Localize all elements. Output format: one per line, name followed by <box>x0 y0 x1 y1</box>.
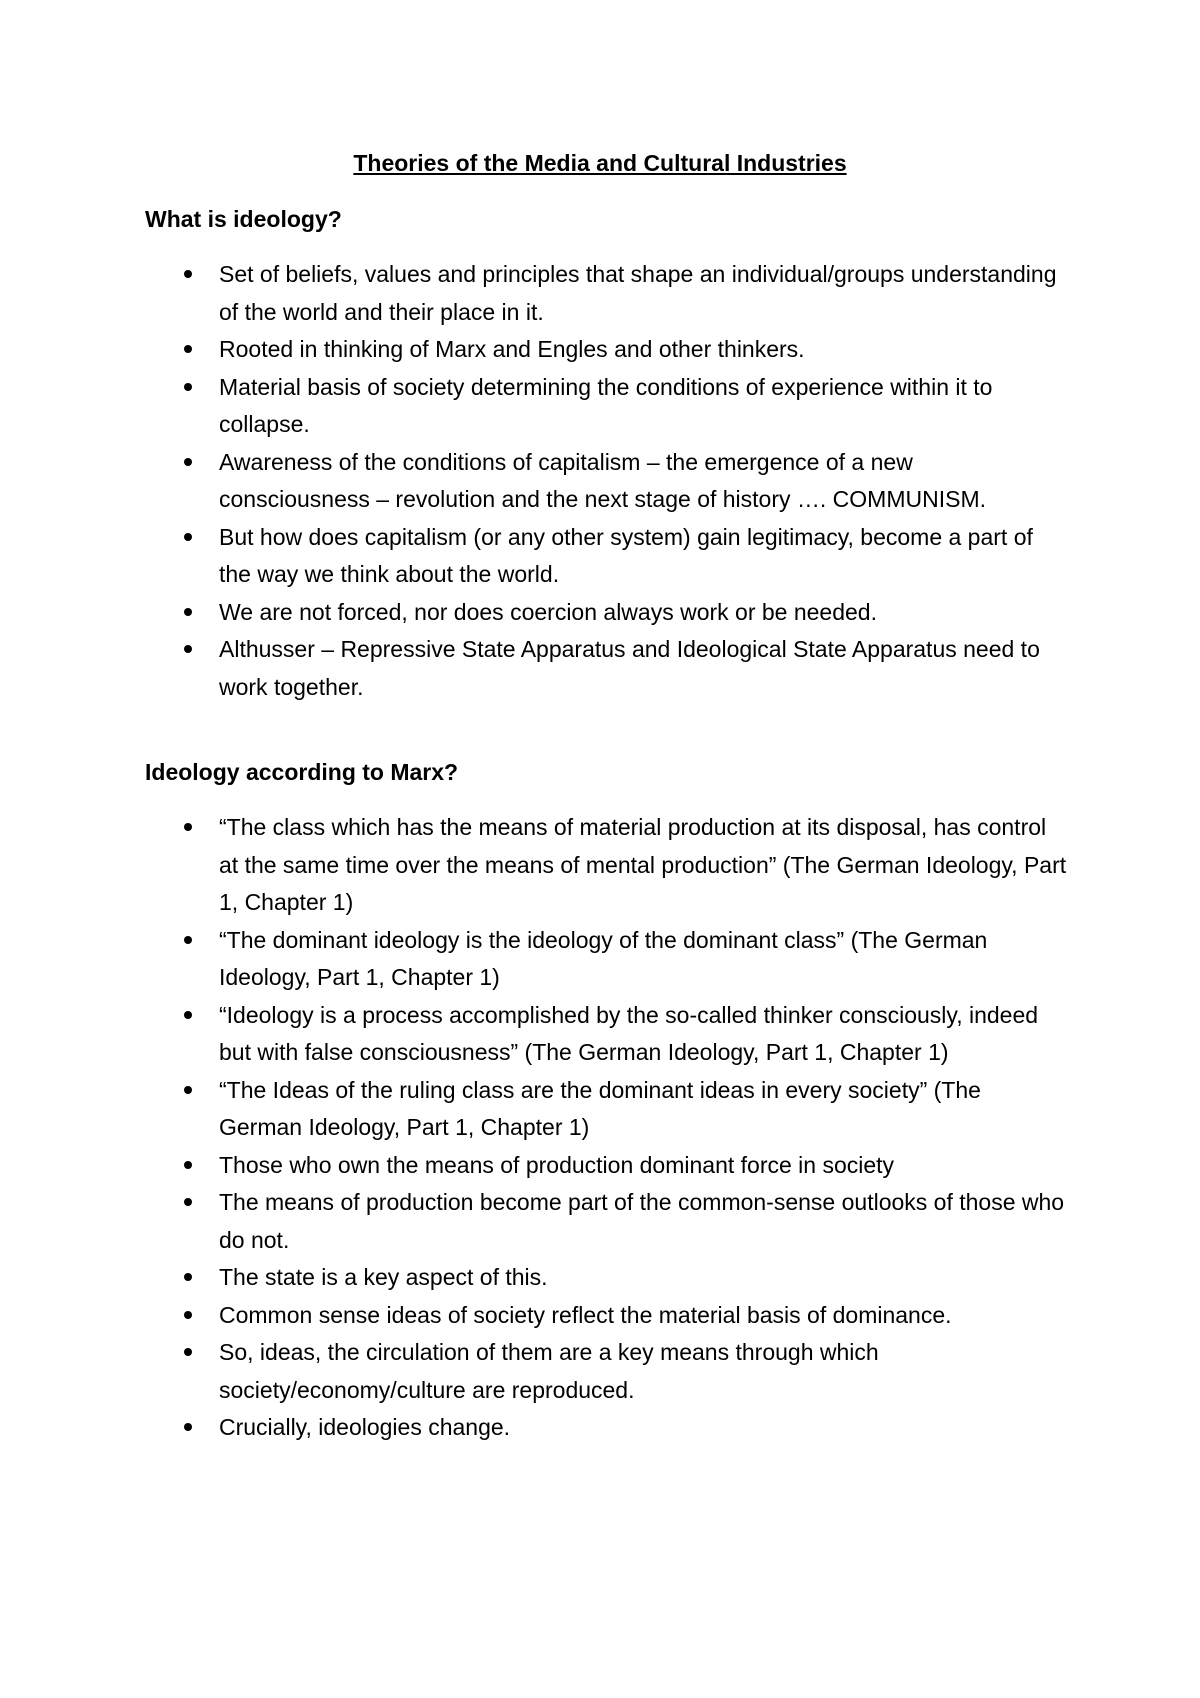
bullet-icon <box>184 1011 192 1019</box>
list-item-text: The state is a key aspect of this. <box>219 1264 548 1290</box>
list-item <box>0 519 1200 594</box>
list-item-text: We are not forced, nor does coercion always work or be needed. <box>219 598 877 625</box>
bullet-icon <box>184 1348 192 1356</box>
bullet-icon <box>184 1198 192 1206</box>
bullet-icon <box>184 383 192 391</box>
bullet-icon <box>184 345 192 353</box>
list-item <box>0 1409 1200 1447</box>
bullet-list-ideology-according-to-marx <box>0 809 1200 1447</box>
list-item-text: Rooted in thinking of Marx and Engles and other thinkers. <box>219 336 805 362</box>
list-item-text: Althusser – Repressive State Apparatus and Ideological State Apparatus need to work together. <box>219 636 1040 700</box>
bullet-icon <box>184 1086 192 1094</box>
list-item <box>0 1147 1200 1185</box>
list-item-text: “The dominant ideology is the ideology of the dominant class” (The German Ideology, Part 1, Chapter 1) <box>219 926 988 990</box>
list-item-text: “The class which has the means of material production at its disposal, has control at the same time over the means of mental production” (The German Ideology, Part 1, Chapter 1) <box>219 814 1067 915</box>
list-item <box>0 331 1200 369</box>
list-item <box>0 1184 1200 1259</box>
list-item-text: Common sense ideas of society reflect the material basis of dominance. <box>219 1301 952 1328</box>
list-item <box>0 631 1200 706</box>
section-heading-what-is-ideology: What is ideology? <box>145 206 342 232</box>
list-item-text: Material basis of society determining the conditions of experience within it to collapse. <box>219 373 993 437</box>
list-item-text: “Ideology is a process accomplished by the so-called thinker consciously, indeed but with false consciousness” (The German Ideology, Part 1, Chapter 1) <box>219 1001 1039 1065</box>
list-item <box>0 922 1200 997</box>
list-item <box>0 444 1200 519</box>
bullet-icon <box>184 1423 192 1431</box>
list-item-text: Crucially, ideologies change. <box>219 1414 511 1440</box>
list-item <box>0 1259 1200 1297</box>
bullet-icon <box>184 823 192 831</box>
bullet-icon <box>184 458 192 466</box>
list-item <box>0 594 1200 632</box>
bullet-icon <box>184 608 192 616</box>
list-item-text: Awareness of the conditions of capitalism – the emergence of a new consciousness – revolution and the next stage of history …. COMMUNISM. <box>219 448 986 512</box>
list-item-text: Those who own the means of production dominant force in society <box>219 1151 895 1178</box>
bullet-icon <box>184 1311 192 1319</box>
list-item <box>0 1334 1200 1409</box>
list-item-text: The means of production become part of the common-sense outlooks of those who do not. <box>219 1189 1065 1253</box>
list-item <box>0 1072 1200 1147</box>
list-item-text: So, ideas, the circulation of them are a key means through which society/economy/culture are reproduced. <box>219 1339 879 1403</box>
section-heading-ideology-according-to-marx: Ideology according to Marx? <box>145 759 459 785</box>
list-item <box>0 809 1200 922</box>
bullet-icon <box>184 1273 192 1281</box>
list-item-text: Set of beliefs, values and principles that shape an individual/groups understanding of the world and their place in it. <box>219 261 1057 325</box>
bullet-icon <box>184 270 192 278</box>
list-item-text: “The Ideas of the ruling class are the dominant ideas in every society” (The German Ideology, Part 1, Chapter 1) <box>219 1076 981 1140</box>
list-item <box>0 256 1200 331</box>
list-item <box>0 369 1200 444</box>
bullet-icon <box>184 1161 192 1169</box>
bullet-icon <box>184 936 192 944</box>
list-item <box>0 997 1200 1072</box>
list-item <box>0 1297 1200 1335</box>
bullet-icon <box>184 533 192 541</box>
bullet-list-what-is-ideology <box>0 256 1200 706</box>
list-item-text: But how does capitalism (or any other system) gain legitimacy, become a part of the way we think about the world. <box>219 523 1033 587</box>
bullet-icon <box>184 645 192 653</box>
document-title: Theories of the Media and Cultural Industries <box>353 150 847 176</box>
